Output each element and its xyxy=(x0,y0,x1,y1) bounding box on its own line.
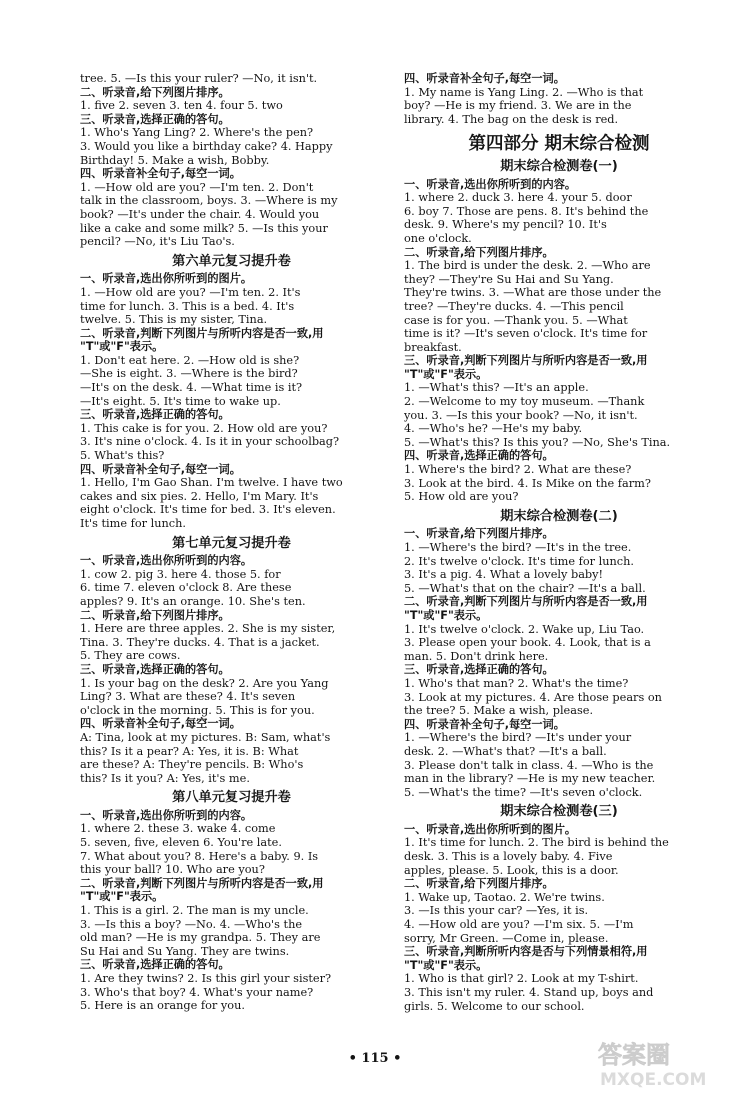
answer-line: 1. —How old are you? —I'm ten. 2. Don't xyxy=(80,180,314,194)
answer-line: 3. —Is this a boy? —No. 4. —Who's the xyxy=(80,917,303,931)
answer-line: sorry, Mr Green. —Come in, please. xyxy=(404,931,609,945)
answer-line: are these? A: They're pencils. B: Who's xyxy=(80,758,304,772)
answer-line: 1. —Where's the bird? —It's in the tree. xyxy=(404,541,632,554)
answer-line: It's time for lunch. xyxy=(80,517,186,530)
answer-line: this? Is it you? A: Yes, it's me. xyxy=(80,771,250,785)
unit-title: 第八单元复习提升卷 xyxy=(172,790,291,806)
answer-line: boy? —He is my friend. 3. We are in the xyxy=(404,99,632,113)
answer-line: this your ball? 10. Who are you? xyxy=(80,863,265,877)
answer-line: 1. It's time for lunch. 2. The bird is behind the xyxy=(404,836,669,850)
answer-line: 3. Look at the bird. 4. Is Mike on the farm? xyxy=(404,476,651,490)
section-heading: 三、听录音,选择正确的答句。 xyxy=(80,408,230,422)
answer-line: 5. —What's that on the chair? —It's a ball. xyxy=(404,581,646,595)
answer-line: 1. My name is Yang Ling. 2. —Who is that xyxy=(404,85,644,99)
answer-line: 1. where 2. duck 3. here 4. your 5. door xyxy=(404,191,632,205)
answer-line: 1. Who is that girl? 2. Look at my T-shirt. xyxy=(404,972,639,986)
answer-line: 1. where 2. these 3. wake 4. come xyxy=(80,822,276,836)
answer-line: 1. Who's Yang Ling? 2. Where's the pen? xyxy=(80,126,314,140)
answer-line: book? —It's under the chair. 4. Would you xyxy=(80,207,320,221)
answer-line: pencil? —No, it's Liu Tao's. xyxy=(80,235,235,249)
answer-line: 1. —What's this? —It's an apple. xyxy=(404,381,589,395)
answer-line: 3. This isn't my ruler. 4. Stand up, boys and xyxy=(404,986,654,999)
answer-line: 1. Wake up, Taotao. 2. We're twins. xyxy=(404,890,605,904)
answer-line: 1. cow 2. pig 3. here 4. those 5. for xyxy=(80,567,281,581)
answer-line: 1. Is your bag on the desk? 2. Are you Yang xyxy=(80,676,329,690)
answer-line: apples? 9. It's an orange. 10. She's ten. xyxy=(80,594,306,608)
section-heading: 二、听录音,判断下列图片与所听内容是否一致,用 xyxy=(404,595,648,609)
answer-line: 2. —Welcome to my toy museum. —Thank xyxy=(404,395,645,409)
answer-line: 1. Who's that man? 2. What's the time? xyxy=(404,676,629,690)
answer-line: Birthday! 5. Make a wish, Bobby. xyxy=(80,153,270,167)
section-heading: 一、听录音,选出你所听到的内容。 xyxy=(404,177,577,191)
unit-title: 期末综合检测卷(一) xyxy=(500,158,618,174)
answer-line: 3. Who's that boy? 4. What's your name? xyxy=(80,985,314,999)
answer-line: tree. 5. —Is this your ruler? —No, it isn't. xyxy=(80,72,318,85)
section-heading: "T"或"F"表示。 xyxy=(80,890,164,904)
section-heading: "T"或"F"表示。 xyxy=(404,608,488,622)
answer-line: apples, please. 5. Look, this is a door. xyxy=(404,863,619,877)
part-title: 第四部分 期末综合检测 xyxy=(468,134,650,155)
answer-line: old man? —He is my grandpa. 5. They are xyxy=(80,931,321,945)
answer-line: time for lunch. 3. This is a bed. 4. It's xyxy=(80,299,295,313)
left-column xyxy=(80,72,383,1013)
answer-line: They're twins. 3. —What are those under the xyxy=(404,286,662,300)
answer-line: 3. Would you like a birthday cake? 4. Happy xyxy=(80,139,333,153)
section-heading: 二、听录音,判断下列图片与所听内容是否一致,用 xyxy=(80,876,324,890)
answer-line: like a cake and some milk? 5. —Is this your xyxy=(80,221,328,235)
answer-line: 5. seven, five, eleven 6. You're late. xyxy=(80,836,282,850)
answer-line: 1. —Where's the bird? —It's under your xyxy=(404,731,632,745)
answer-line: 1. It's twelve o'clock. 2. Wake up, Liu Tao. xyxy=(404,622,645,636)
answer-line: 1. Where's the bird? 2. What are these? xyxy=(404,463,632,477)
answer-line: girls. 5. Welcome to our school. xyxy=(404,999,585,1013)
page-number: • 115 • xyxy=(348,1051,402,1066)
answer-line: Su Hai and Su Yang. They are twins. xyxy=(80,944,290,958)
section-heading: 四、听录音补全句子,每空一词。 xyxy=(80,717,241,731)
answer-line: 7. What about you? 8. Here's a baby. 9. Is xyxy=(80,849,319,863)
answer-line: 3. It's nine o'clock. 4. Is it in your schoolbag? xyxy=(80,435,340,449)
section-heading: 四、听录音补全句子,每空一词。 xyxy=(80,462,241,476)
watermark-top: 答案圈 xyxy=(598,1041,670,1069)
section-heading: 三、听录音,选择正确的答句。 xyxy=(80,662,230,676)
section-heading: 一、听录音,选出你所听到的内容。 xyxy=(80,554,253,568)
answer-line: 3. It's a pig. 4. What a lovely baby! xyxy=(404,568,604,582)
answer-line: 6. boy 7. Those are pens. 8. It's behind the xyxy=(404,204,649,218)
section-heading: 四、听录音补全句子,每空一词。 xyxy=(404,72,565,85)
section-heading: 二、听录音,判断下列图片与所听内容是否一致,用 xyxy=(80,326,324,340)
section-heading: 二、听录音,给下列图片排序。 xyxy=(404,877,554,891)
section-heading: 四、听录音,选择正确的答句。 xyxy=(404,449,554,463)
answer-line: 1. Are they twins? 2. Is this girl your sister? xyxy=(80,972,332,985)
section-heading: 一、听录音,选出你所听到的图片。 xyxy=(80,272,253,286)
answer-line: 6. time 7. eleven o'clock 8. Are these xyxy=(80,581,292,595)
answer-line: 5. Here is an orange for you. xyxy=(80,999,245,1013)
unit-title: 第七单元复习提升卷 xyxy=(172,535,291,551)
answer-line: 5. What's this? xyxy=(80,449,165,463)
answer-line: 3. Please open your book. 4. Look, that is a xyxy=(404,636,651,650)
answer-line: —It's on the desk. 4. —What time is it? xyxy=(80,381,303,395)
section-heading: 二、听录音,给下列图片排序。 xyxy=(80,608,230,622)
section-heading: 三、听录音,选择正确的答句。 xyxy=(80,958,230,972)
answer-line: 1. This is a girl. 2. The man is my uncle. xyxy=(80,904,309,918)
answer-line: Ling? 3. What are these? 4. It's seven xyxy=(80,690,296,704)
answer-line: 3. Please don't talk in class. 4. —Who is the xyxy=(404,758,654,772)
answer-line: desk. 2. —What's that? —It's a ball. xyxy=(404,744,607,758)
answer-line: 2. It's twelve o'clock. It's time for lunch. xyxy=(404,554,635,568)
answer-line: eight o'clock. It's time for bed. 3. It's eleven. xyxy=(80,503,336,517)
watermark-logo xyxy=(590,1035,740,1091)
answer-line: 4. —How old are you? —I'm six. 5. —I'm xyxy=(404,918,634,932)
answer-line: 1. The bird is under the desk. 2. —Who are xyxy=(404,259,651,273)
answer-line: 3. —Is this your car? —Yes, it is. xyxy=(404,904,589,918)
section-heading: 四、听录音补全句子,每空一词。 xyxy=(404,717,565,731)
answer-line: 5. They are cows. xyxy=(80,649,181,663)
unit-title: 期末综合检测卷(三) xyxy=(500,804,618,820)
answer-line: 4. —Who's he? —He's my baby. xyxy=(404,422,583,436)
answer-line: case is for you. —Thank you. 5. —What xyxy=(404,313,628,327)
section-heading: 三、听录音,选择正确的答句。 xyxy=(80,112,230,126)
answer-line: A: Tina, look at my pictures. B: Sam, what's xyxy=(80,730,331,744)
answer-line: —It's eight. 5. It's time to wake up. xyxy=(80,394,281,408)
answer-line: 1. five 2. seven 3. ten 4. four 5. two xyxy=(80,99,283,113)
answer-line: man in the library? —He is my new teacher. xyxy=(404,772,656,786)
section-heading: "T"或"F"表示。 xyxy=(80,340,164,354)
answer-line: desk. 9. Where's my pencil? 10. It's xyxy=(404,218,607,232)
answer-line: twelve. 5. This is my sister, Tina. xyxy=(80,313,268,327)
unit-title: 期末综合检测卷(二) xyxy=(500,508,618,524)
section-heading: 三、听录音,判断所听内容是否与下列情景相符,用 xyxy=(404,945,648,959)
answer-line: time is it? —It's seven o'clock. It's time for xyxy=(404,327,648,341)
answer-line: this? Is it a pear? A: Yes, it is. B: What xyxy=(80,744,299,758)
section-heading: 三、听录音,判断下列图片与所听内容是否一致,用 xyxy=(404,354,648,368)
section-heading: 二、听录音,给下列图片排序。 xyxy=(80,85,230,99)
section-heading: 一、听录音,选出你所听到的图片。 xyxy=(404,822,577,836)
answer-line: 1. Hello, I'm Gao Shan. I'm twelve. I have two xyxy=(80,476,343,490)
answer-line: talk in the classroom, boys. 3. —Where is my xyxy=(80,194,338,208)
answer-line: 5. —What's the time? —It's seven o'clock. xyxy=(404,785,643,799)
answer-line: you. 3. —Is this your book? —No, it isn't. xyxy=(404,408,638,422)
answer-line: —She is eight. 3. —Where is the bird? xyxy=(80,367,298,381)
answer-line: 1. Don't eat here. 2. —How old is she? xyxy=(80,353,300,367)
section-heading: 二、听录音,给下列图片排序。 xyxy=(404,245,554,259)
answer-line: 1. —How old are you? —I'm ten. 2. It's xyxy=(80,285,301,299)
answer-line: Tina. 3. They're ducks. 4. That is a jacket. xyxy=(80,635,320,649)
answer-line: 1. Here are three apples. 2. She is my sister, xyxy=(80,622,336,636)
answer-line: desk. 3. This is a lovely baby. 4. Five xyxy=(404,850,613,864)
section-heading: 一、听录音,选出你所听到的内容。 xyxy=(80,808,253,822)
answer-line: 5. How old are you? xyxy=(404,490,519,504)
answer-line: cakes and six pies. 2. Hello, I'm Mary. It's xyxy=(80,489,319,503)
answer-line: 1. This cake is for you. 2. How old are you? xyxy=(80,421,328,435)
section-heading: "T"或"F"表示。 xyxy=(404,367,488,381)
answer-line: 3. Look at my pictures. 4. Are those pears on xyxy=(404,690,662,704)
section-heading: "T"或"F"表示。 xyxy=(404,958,488,972)
right-column xyxy=(404,72,714,1013)
answer-line: one o'clock. xyxy=(404,231,472,245)
section-heading: 一、听录音,给下列图片排序。 xyxy=(404,527,554,541)
watermark-bottom: MXQE.COM xyxy=(600,1070,707,1090)
answer-line: 5. —What's this? Is this you? —No, She's Tina. xyxy=(404,435,671,449)
section-heading: 四、听录音补全句子,每空一词。 xyxy=(80,167,241,181)
answer-line: they? —They're Su Hai and Su Yang. xyxy=(404,272,614,286)
answer-line: tree? —They're ducks. 4. —This pencil xyxy=(404,299,624,313)
answer-line: the tree? 5. Make a wish, please. xyxy=(404,704,594,718)
answer-line: o'clock in the morning. 5. This is for you. xyxy=(80,703,315,717)
answer-line: man. 5. Don't drink here. xyxy=(404,649,549,663)
answer-line: library. 4. The bag on the desk is red. xyxy=(404,112,619,126)
answer-line: breakfast. xyxy=(404,340,462,354)
unit-title: 第六单元复习提升卷 xyxy=(172,253,291,269)
section-heading: 三、听录音,选择正确的答句。 xyxy=(404,663,554,677)
